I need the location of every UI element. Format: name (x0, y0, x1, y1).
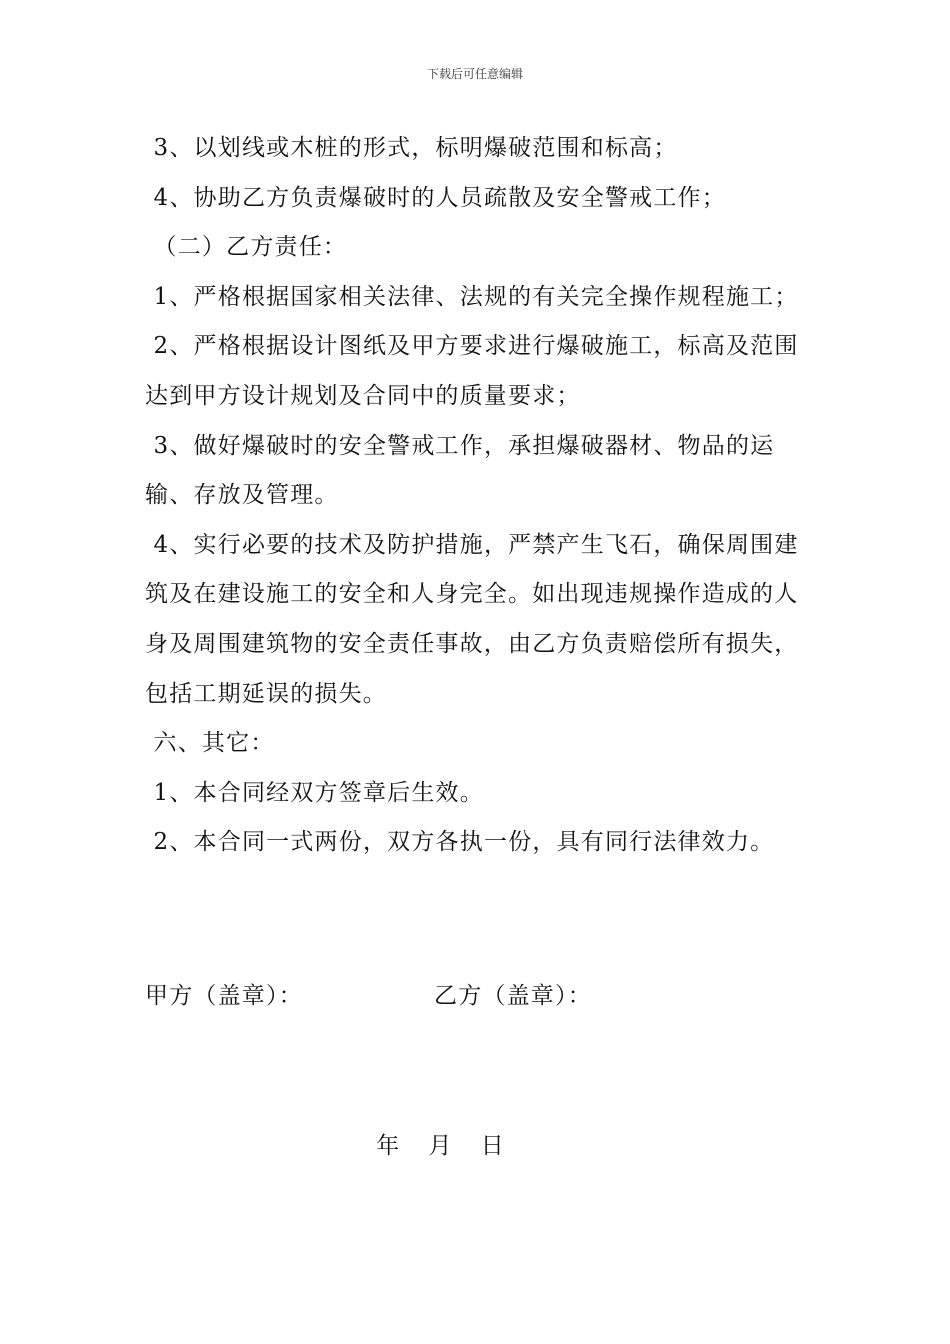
paragraph-10: 2、本合同一式两份，双方各执一份，具有同行法律效力。 (145, 829, 775, 856)
header-note: 下载后可任意编辑 (426, 67, 523, 81)
paragraph-2: 4、协助乙方负责爆破时的人员疏散及安全警戒工作； (145, 184, 726, 211)
paragraph-4: 1、严格根据国家相关法律、法规的有关完全操作规程施工； (145, 283, 799, 310)
party-a-seal-label: 甲方（盖章）： (145, 983, 303, 1009)
paragraph-6: 3、做好爆破时的安全警戒工作，承担爆破器材、物品的运输、存放及管理。 (145, 432, 775, 509)
paragraph-5: 2、严格根据设计图纸及甲方要求进行爆破施工，标高及范围达到甲方设计规划及合同中的质量要求； (145, 333, 799, 409)
paragraph-8: 六、其它： (145, 730, 275, 757)
paragraph-9: 1、本合同经双方签章后生效。 (145, 779, 484, 806)
paragraph-1: 3、以划线或木桩的形式，标明爆破范围和标高； (145, 135, 678, 161)
contract-body (145, 124, 810, 868)
paragraph-7: 4、实行必要的技术及防护措施，严禁产生飞石，确保周围建筑及在建设施工的安全和人身完全。如出现违规操作造成的人身及周围建筑物的安全责任事故，由乙方负责赔偿所有损失，包括工期延误的损失。 (145, 531, 799, 707)
party-b-seal-label: 乙方（盖章）： (434, 983, 592, 1009)
date-line: 年 月 日 (376, 1133, 504, 1159)
paragraph-3: （二）乙方责任： (145, 234, 348, 261)
